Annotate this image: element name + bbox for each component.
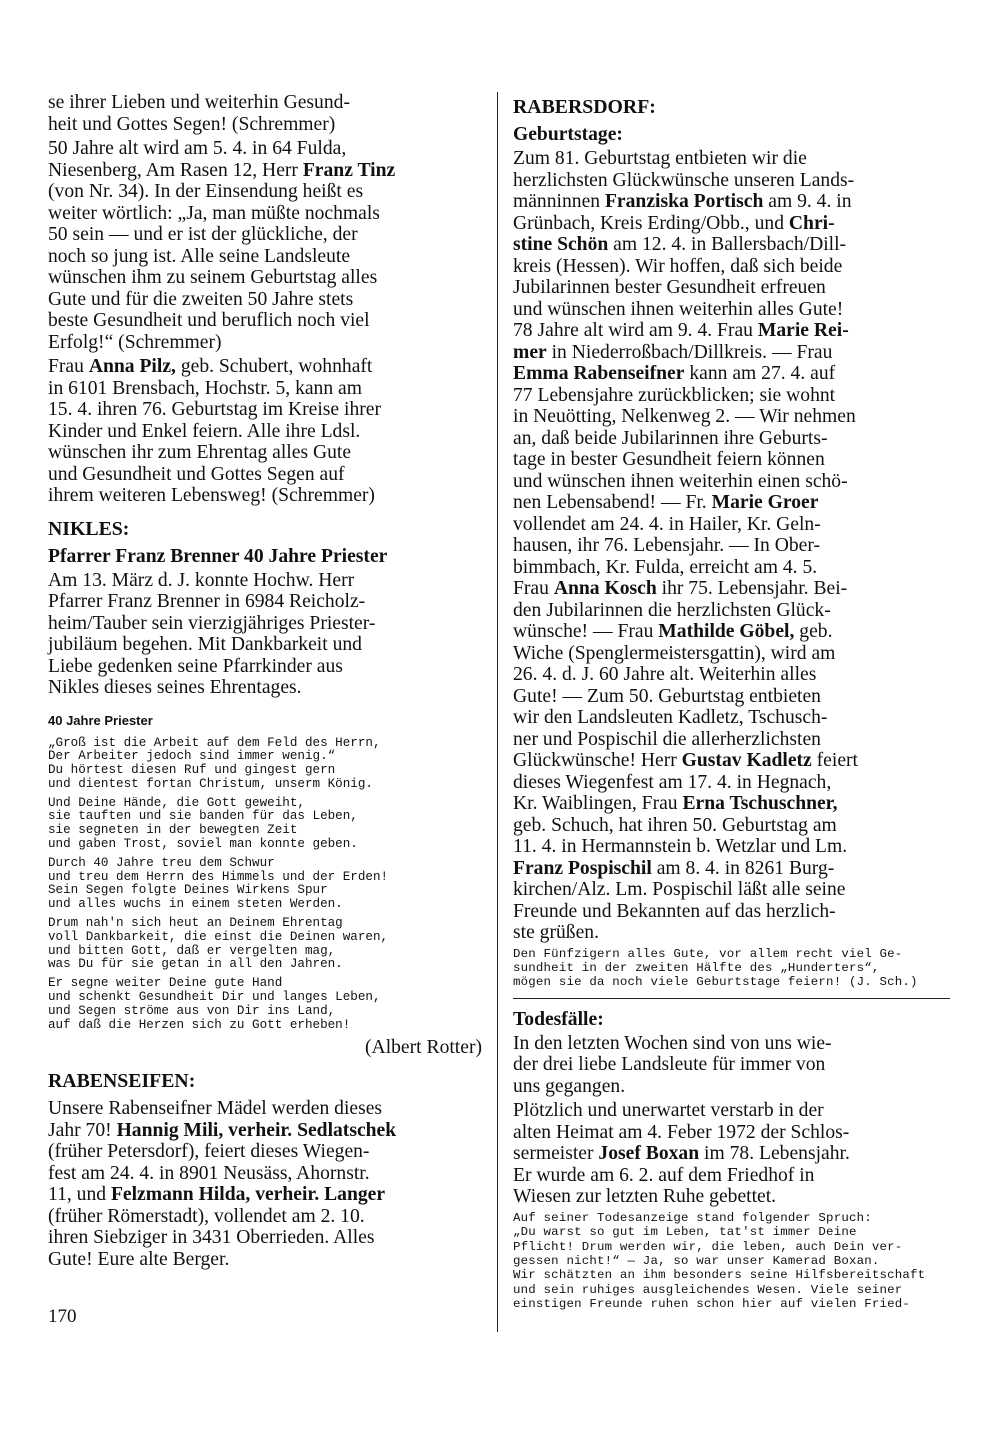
section-divider	[513, 998, 950, 999]
person-name: Franz Pospischil	[513, 857, 652, 879]
person-name: Emma Rabenseifner	[513, 363, 685, 384]
small-note: Auf seiner Todesanzeige stand folgender Spruch: „Du warst so gut im Leben, tat'st immer Deine Pflicht! Drum werden wir, die leben, auch Dein ver- gessen nicht!“ — Ja, so war unser Kamerad Boxan. Wir schätzten an ihm besonders seine Hilfsbereitschaft und sein ruhiges ausgleichendes Wesen. Viele seiner einstigen Freunde ruhen schon hier auf vielen Fried-	[513, 1210, 926, 1312]
paragraph: Plötzlich und unerwartet verstarb in der alten Heimat am 4. Feber 1972 der Schlos- sermeister Josef Boxan im 78. Lebensjahr. Er wurde am 6. 2. auf dem Friedhof in Wiesen zur letzten Ruhe gebettet.	[513, 1100, 850, 1208]
small-note: Den Fünfzigern alles Gute, vor allem recht viel Ge- sundheit in der zweiten Hälfte des „Hunderters“, mögen sie da noch viele Geburtstage feiern! (J. Sch.)	[513, 946, 918, 990]
poem-stanza: „Groß ist die Arbeit auf dem Feld des Herrn, Der Arbeiter jedoch sind immer wenig.“ Du hörtest diesen Ruf und gingest gern und dientest fortan Christum, unserm König.	[48, 735, 381, 791]
section-subheading: Todesfälle:	[513, 1008, 604, 1030]
paragraph: Am 13. März d. J. konnte Hochw. Herr Pfarrer Franz Brenner in 6984 Reicholz- heim/Tauber sein vierzigjähriges Priester- jubiläum begehen. Mit Dankbarkeit und Liebe gedenken seine Pfarrkinder aus Nikles dieses seines Ehrentages.	[48, 569, 376, 698]
poem-title: 40 Jahre Priester	[48, 712, 153, 728]
page-number: 170	[48, 1306, 77, 1327]
paragraph: In den letzten Wochen sind von uns wie- der drei liebe Landsleute für immer von uns gegangen.	[513, 1032, 832, 1097]
column-divider	[497, 92, 498, 1332]
person-name: Marie Rei- mer	[513, 320, 849, 363]
person-name: Josef Boxan	[598, 1143, 700, 1165]
person-name: Gustav Kadletz	[681, 750, 812, 771]
person-name: Anna Pilz,	[88, 356, 176, 377]
person-name: Franz Tinz	[302, 159, 396, 181]
section-heading: RABENSEIFEN:	[48, 1070, 196, 1093]
paragraph: Zum 81. Geburtstag entbieten wir die herzlichsten Glückwünsche unseren Lands- männinnen Franziska Portisch am 9. 4. in Grünbach, Kreis Erding/Obb., und Chri- stine Schön am 12. 4. in Ballersbach/Dill- kreis (Hessen). Wir hoffen, daß sich beide Jubilarinnen bester Gesundheit erfreuen und wünschen ihnen weiterhin alles Gute! 78 Jahre alt wird am 9. 4. Frau Marie Rei- mer in Niederroßbach/Dillkreis. — Frau Emma Rabenseifner kann am 27. 4. auf 77 Lebensjahre zurückblicken; sie wohnt in Neuötting, Nelkenweg 2. — Wir nehmen an, daß beide Jubilarinnen ihre Geburts- tage in bester Gesundheit feiern können und wünschen ihnen weiterhin einen schö- nen Lebensabend! — Fr. Marie Groer vollendet am 24. 4. in Hailer, Kr. Geln- hausen, ihr 76. Lebensjahr. — In Ober- bimmbach, Kr. Fulda, erreicht am 4. 5. Frau Anna Kosch ihr 75. Lebensjahr. Bei- den Jubilarinnen die herzlichsten Glück- wünsche! — Frau Mathilde Göbel, geb. Wiche (Spenglermeistersgattin), wird am 26. 4. d. J. 60 Jahre alt. Weiterhin alles Gute! — Zum 50. Geburtstag entbieten wir den Landsleuten Kadletz, Tschusch- ner und Pospischil die allerherzlichsten Glückwünsche! Herr Gustav Kadletz feiert dieses Wiegenfest am 17. 4. in Hegnach, Kr. Waiblingen, Frau Erna Tschuschner, geb. Schuch, hat ihren 50. Geburtstag am 11. 4. in Hermannstein b. Wetzlar und Lm. Franz Pospischil am 8. 4. in 8261 Burg- kirchen/Alz. Lm. Pospischil läßt alle seine Freunde und Bekannten auf das herzlich- ste grüßen.	[513, 148, 858, 943]
section-heading: RABERSDORF:	[513, 96, 656, 118]
paragraph: Frau Anna Pilz, geb. Schubert, wohnhaft in 6101 Brensbach, Hochstr. 5, kann am 15. 4. ihren 76. Geburtstag im Kreise ihrer Kinder und Enkel feiern. Alle ihre Ldsl. wünschen ihr zum Ehrentag alles Gute und Gesundheit und Gottes Segen auf ihrem weiteren Lebensweg! (Schremmer)	[48, 356, 382, 506]
person-name: Chri- stine Schön	[513, 212, 835, 255]
paragraph: se ihrer Lieben und weiterhin Gesund- heit und Gottes Segen! (Schremmer)	[48, 92, 350, 135]
section-heading: NIKLES:	[48, 517, 130, 540]
right-column	[513, 92, 950, 1315]
person-name: Felzmann Hilda, verheir. Langer	[110, 1184, 386, 1206]
person-name: Anna Kosch	[553, 578, 657, 599]
section-subheading: Pfarrer Franz Brenner 40 Jahre Priester	[48, 545, 388, 567]
left-column	[48, 92, 482, 1273]
person-name: Hannig Mili, verheir. Sedlatschek	[116, 1119, 397, 1141]
poem-author: (Albert Rotter)	[365, 1037, 482, 1059]
poem-stanza: Drum nah'n sich heut an Deinem Ehrentag voll Dankbarkeit, die einst die Deinen waren, und bitten Gott, daß er vergelten mag, was Du für sie getan in all den Jahren.	[48, 916, 389, 972]
paragraph: Unsere Rabenseifner Mädel werden dieses Jahr 70! Hannig Mili, verheir. Sedlatschek (früher Petersdorf), feiert dieses Wiegen- fest am 24. 4. in 8901 Neusäss, Ahornstr. 11, und Felzmann Hilda, verheir. Langer (früher Römerstadt), vollendet am 2. 10. ihren Siebziger in 3431 Oberrieden. Alles Gute! Eure alte Berger.	[48, 1098, 397, 1270]
poem-stanza: Durch 40 Jahre treu dem Schwur und treu dem Herrn des Himmels und der Erden! Sein Segen folgte Deines Wirkens Spur und alles wuchs in einem steten Werden.	[48, 855, 389, 912]
person-name: Mathilde Göbel,	[658, 621, 795, 642]
section-subheading: Geburtstage:	[513, 124, 623, 145]
person-name: Erna Tschuschner,	[682, 793, 838, 814]
poem-stanza: Und Deine Hände, die Gott geweiht, sie tauften und sie banden für das Leben, sie segneten in der bewegten Zeit und gaben Trost, soviel man konnte geben.	[48, 795, 358, 852]
poem-stanza: Er segne weiter Deine gute Hand und schenkt Gesundheit Dir und langes Leben, und Segen ströme aus von Dir ins Land, auf daß die Herzen sich zu Gott erheben!	[48, 976, 381, 1032]
person-name: Marie Groer	[711, 492, 819, 513]
person-name: Franziska Portisch	[604, 191, 764, 212]
paragraph: 50 Jahre alt wird am 5. 4. in 64 Fulda, Niesenberg, Am Rasen 12, Herr Franz Tinz (von Nr. 34). In der Einsendung heißt es weiter wörtlich: „Ja, man müßte nochmals 50 sein — und er ist der glückliche, der noch so jung ist. Alle seine Landsleute wünschen ihm zu seinem Geburtstag alles Gute und für die zweiten 50 Jahre stets beste Gesundheit und beruflich noch viel Erfolg!“ (Schremmer)	[48, 138, 396, 353]
